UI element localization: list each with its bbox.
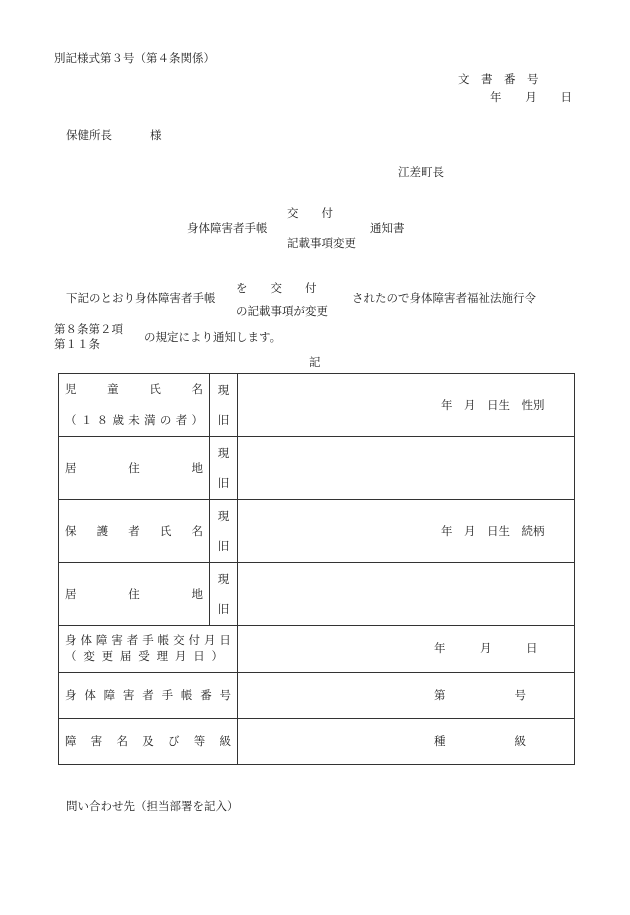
handbook-number-label-cell xyxy=(59,673,238,719)
document-number-label: 文 書 番 号 xyxy=(458,72,539,86)
guardian-birth-relation: 年 月 日生 続柄 xyxy=(441,524,545,538)
current-former-cell xyxy=(210,563,238,626)
former-mark: 旧 xyxy=(217,476,230,490)
disability-value-cell xyxy=(238,719,575,765)
title-option-change: 記載事項変更 xyxy=(287,236,356,250)
table-row-guardian-name xyxy=(59,500,575,563)
date-line xyxy=(490,92,572,104)
date-day-label: 日 xyxy=(560,90,572,104)
handbook-number-label: 身 体 障 害 者 手 帳 番 号 xyxy=(65,688,231,702)
current-mark: 現 xyxy=(217,383,230,397)
child-age-note: （ １ ８ 歳 未 満 の 者 ） xyxy=(65,413,203,427)
body-ending: の規定により通知します。 xyxy=(144,330,282,344)
child-name-label: 児 童 氏 名 xyxy=(65,382,203,396)
current-mark: 現 xyxy=(217,446,230,460)
former-mark: 旧 xyxy=(217,413,230,427)
issue-date-value-cell xyxy=(238,626,575,673)
title-option-issue: 交 付 xyxy=(287,206,333,220)
guardian-residence-value-cell xyxy=(238,563,575,626)
current-former-cell xyxy=(210,437,238,500)
current-mark: 現 xyxy=(217,572,230,586)
title-prefix: 身体障害者手帳 xyxy=(187,221,268,235)
guardian-residence-label: 居 住 地 xyxy=(65,587,203,601)
form-number: 別記様式第３号（第４条関係） xyxy=(54,51,215,65)
child-birth-sex: 年 月 日生 性別 xyxy=(441,398,545,412)
table-row-issue-date xyxy=(59,626,575,673)
child-residence-label: 居 住 地 xyxy=(65,461,203,475)
honorific: 様 xyxy=(150,128,162,142)
former-mark: 旧 xyxy=(217,539,230,553)
table-row-child-name xyxy=(59,374,575,437)
current-mark: 現 xyxy=(217,509,230,523)
addressee: 保健所長 xyxy=(66,128,112,142)
handbook-number-value-cell xyxy=(238,673,575,719)
body-middle: されたので身体障害者福祉法施行令 xyxy=(352,291,536,305)
ki-mark: 記 xyxy=(309,355,321,369)
date-month-label: 月 xyxy=(525,90,537,104)
change-date-label: （ 変 更 届 受 理 月 日 ） xyxy=(65,649,223,663)
article-1: 第８条第２項 xyxy=(54,322,123,336)
disability-label: 障 害 名 及 び 等 級 xyxy=(65,734,231,748)
body-option-change: の記載事項が変更 xyxy=(236,304,328,318)
child-residence-label-cell xyxy=(59,437,210,500)
guardian-residence-label-cell xyxy=(59,563,210,626)
body-option-issue: を 交 付 xyxy=(236,281,317,295)
guardian-name-label: 保 護 者 氏 名 xyxy=(65,524,203,538)
former-mark: 旧 xyxy=(217,602,230,616)
guardian-name-label-cell xyxy=(59,500,210,563)
sender: 江差町長 xyxy=(398,165,444,179)
table-row-guardian-residence xyxy=(59,563,575,626)
title-suffix: 通知書 xyxy=(370,221,405,235)
table-row-disability xyxy=(59,719,575,765)
guardian-name-value-cell xyxy=(238,500,575,563)
disability-label-cell xyxy=(59,719,238,765)
handbook-number-value: 第 号 xyxy=(434,688,526,702)
issue-date-label-cell xyxy=(59,626,238,673)
issue-date-value: 年 月 日 xyxy=(434,641,538,655)
current-former-cell xyxy=(210,500,238,563)
current-former-cell xyxy=(210,374,238,437)
child-name-value-cell xyxy=(238,374,575,437)
table-row-handbook-number xyxy=(59,673,575,719)
notification-table xyxy=(58,373,575,765)
date-year-label: 年 xyxy=(490,90,502,104)
body-intro: 下記のとおり身体障害者手帳 xyxy=(66,291,216,305)
child-residence-value-cell xyxy=(238,437,575,500)
contact-note: 問い合わせ先（担当部署を記入） xyxy=(66,799,239,813)
child-name-label-cell xyxy=(59,374,210,437)
issue-date-label: 身 体 障 害 者 手 帳 交 付 月 日 xyxy=(65,633,231,647)
table-row-child-residence xyxy=(59,437,575,500)
disability-grade-value: 種 級 xyxy=(434,734,526,748)
article-2: 第１１条 xyxy=(54,337,100,351)
